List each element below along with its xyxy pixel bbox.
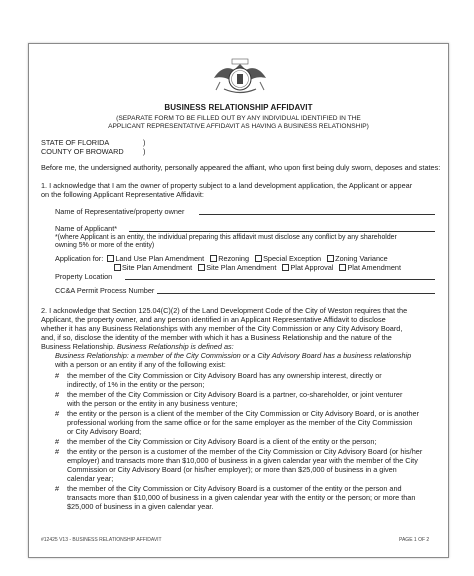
footer-page-number: PAGE 1 OF 2 [399, 537, 430, 543]
item2-line5 [41, 342, 234, 351]
rep-owner-label: Name of Representative/property owner [55, 207, 185, 216]
applicant-label: Name of Applicant* [55, 224, 118, 233]
opt-plat-amendment: Plat Amendment [347, 263, 401, 272]
checkbox-plat-approval[interactable] [282, 264, 289, 271]
rep-owner-field[interactable] [199, 214, 435, 215]
item2-line3: whether it has any Business Relationships with any member of the City Commission or any City Advisory Board, [41, 324, 403, 333]
opt-special-exception: Special Exception [263, 254, 322, 263]
application-for-text: Application for: [55, 254, 104, 263]
applicant-note-1: *(where Applicant is an entity, the individual preparing this affidavit must disclose any conflict by any shareholder [55, 234, 397, 241]
city-seal-icon [210, 56, 270, 100]
intro-text: Before me, the undersigned authority, personally appeared the affiant, who upon first being duly sworn, deposes and states: [41, 163, 441, 172]
bullet-5-line2: employer) and transacts more than $10,000 of business in a given calendar year with the member of the City [67, 456, 418, 465]
item2-line4: and, if so, disclose the identity of the member with which it has a Business Relationship and the nature of the [41, 333, 392, 342]
permit-number-field[interactable] [157, 293, 435, 294]
application-row-2 [112, 263, 401, 272]
property-location-field[interactable] [125, 279, 435, 280]
bullet-2-icon: # [55, 390, 60, 399]
bullet-6-line2: transacts more than $10,000 of business in a given calendar year with the entity or the person; or more than [67, 493, 416, 502]
bullet-4-icon: # [55, 437, 60, 446]
bullet-1-line1: the member of the City Commission or City Advisory Board has any ownership interest, directly or [67, 371, 382, 380]
opt-land-use: Land Use Plan Amendment [115, 254, 205, 263]
opt-zoning-variance: Zoning Variance [335, 254, 388, 263]
applicant-field[interactable] [129, 231, 435, 232]
checkbox-rezoning[interactable] [210, 255, 217, 262]
bullet-6-line3: $25,000 of business in a given calendar year. [67, 502, 214, 511]
item2-line1: 2. I acknowledge that Section 125.04(C)(2) of the Land Development Code of the City of Weston requires that the [41, 306, 408, 315]
venue-county: COUNTY OF BROWARD [41, 147, 124, 156]
applicant-note-2: owning 5% or more of the entity) [55, 242, 155, 249]
bullet-3-icon: # [55, 409, 60, 418]
affidavit-page [28, 43, 449, 558]
checkbox-plat-amendment[interactable] [339, 264, 346, 271]
property-location-label: Property Location [55, 272, 113, 281]
bullet-2-line1: the member of the City Commission or City Advisory Board is a partner, co-shareholder, or joint venturer [67, 390, 403, 399]
permit-number-label: CC&A Permit Process Number [55, 286, 155, 295]
bullet-5-icon: # [55, 447, 60, 456]
definition-line1-text: Business Relationship: a member of the City Commission or a City Advisory Board has a business relationship [55, 351, 412, 360]
application-for-label [55, 254, 388, 263]
opt-site-plan-amendment: Site Plan Amendment [206, 263, 277, 272]
opt-site-plan: Site Plan Amendment [122, 263, 193, 272]
item2-line5-rest: Business Relationship is defined as: [116, 342, 234, 351]
bullet-6-line1: the member of the City Commission or City Advisory Board is a customer of the entity or the person and [67, 484, 402, 493]
venue-state: STATE OF FLORIDA [41, 138, 110, 147]
item1-line2: on the following Applicant Representative Affidavit: [41, 190, 204, 199]
definition-line2: with a person or an entity if any of the following exist: [55, 360, 226, 369]
footer-form-id: #12425 V13 - BUSINESS RELATIONSHIP AFFIDAVIT [41, 537, 162, 543]
checkbox-site-plan-amendment[interactable] [198, 264, 205, 271]
venue-paren-2: ) [143, 147, 146, 156]
checkbox-zoning-variance[interactable] [327, 255, 334, 262]
item2-line5-start: Business Relationship. [41, 342, 115, 351]
venue-paren-1: ) [143, 138, 146, 147]
bullet-3-line2: professional working from the same office or for the same employer as the member of the City Commission [67, 418, 413, 427]
checkbox-site-plan[interactable] [114, 264, 121, 271]
bullet-6-icon: # [55, 484, 60, 493]
bullet-1-icon: # [55, 371, 60, 380]
subtitle-line1: (SEPARATE FORM TO BE FILLED OUT BY ANY INDIVIDUAL IDENTIFIED IN THE [116, 115, 361, 122]
bullet-5-line3: Commission or City Advisory Board (or his/her employer); or more than $25,000 of business in a given [67, 465, 397, 474]
subtitle-line2: APPLICANT REPRESENTATIVE AFFIDAVIT AS HAVING A BUSINESS RELATIONSHIP) [108, 123, 369, 130]
definition-line1 [55, 351, 411, 360]
bullet-5-line1: the entity or the person is a customer of the member of the City Commission or City Advisory Board (or his/her [67, 447, 423, 456]
checkbox-special-exception[interactable] [255, 255, 262, 262]
item1-line1: 1. I acknowledge that I am the owner of property subject to a land development application, the Applicant or appear [41, 181, 413, 190]
opt-plat-approval: Plat Approval [290, 263, 334, 272]
bullet-5-line4: calendar year; [67, 474, 114, 483]
bullet-4-line1: the member of the City Commission or City Advisory Board is a client of the entity or the person; [67, 437, 377, 446]
opt-rezoning: Rezoning [218, 254, 250, 263]
page-title: BUSINESS RELATIONSHIP AFFIDAVIT [164, 103, 313, 112]
bullet-2-line2: with the person or the entity in any business venture; [67, 399, 238, 408]
item2-line2: Applicant, the property owner, and any person identified in an Applicant Representative Affidavit to disclose [41, 315, 386, 324]
bullet-3-line3: or City Advisory Board; [67, 427, 142, 436]
checkbox-land-use[interactable] [107, 255, 114, 262]
bullet-3-line1: the entity or the person is a client of the member of the City Commission or City Advisory Board, or is another [67, 409, 420, 418]
bullet-1-line2: indirectly, of 1% in the entity or the person; [67, 380, 205, 389]
